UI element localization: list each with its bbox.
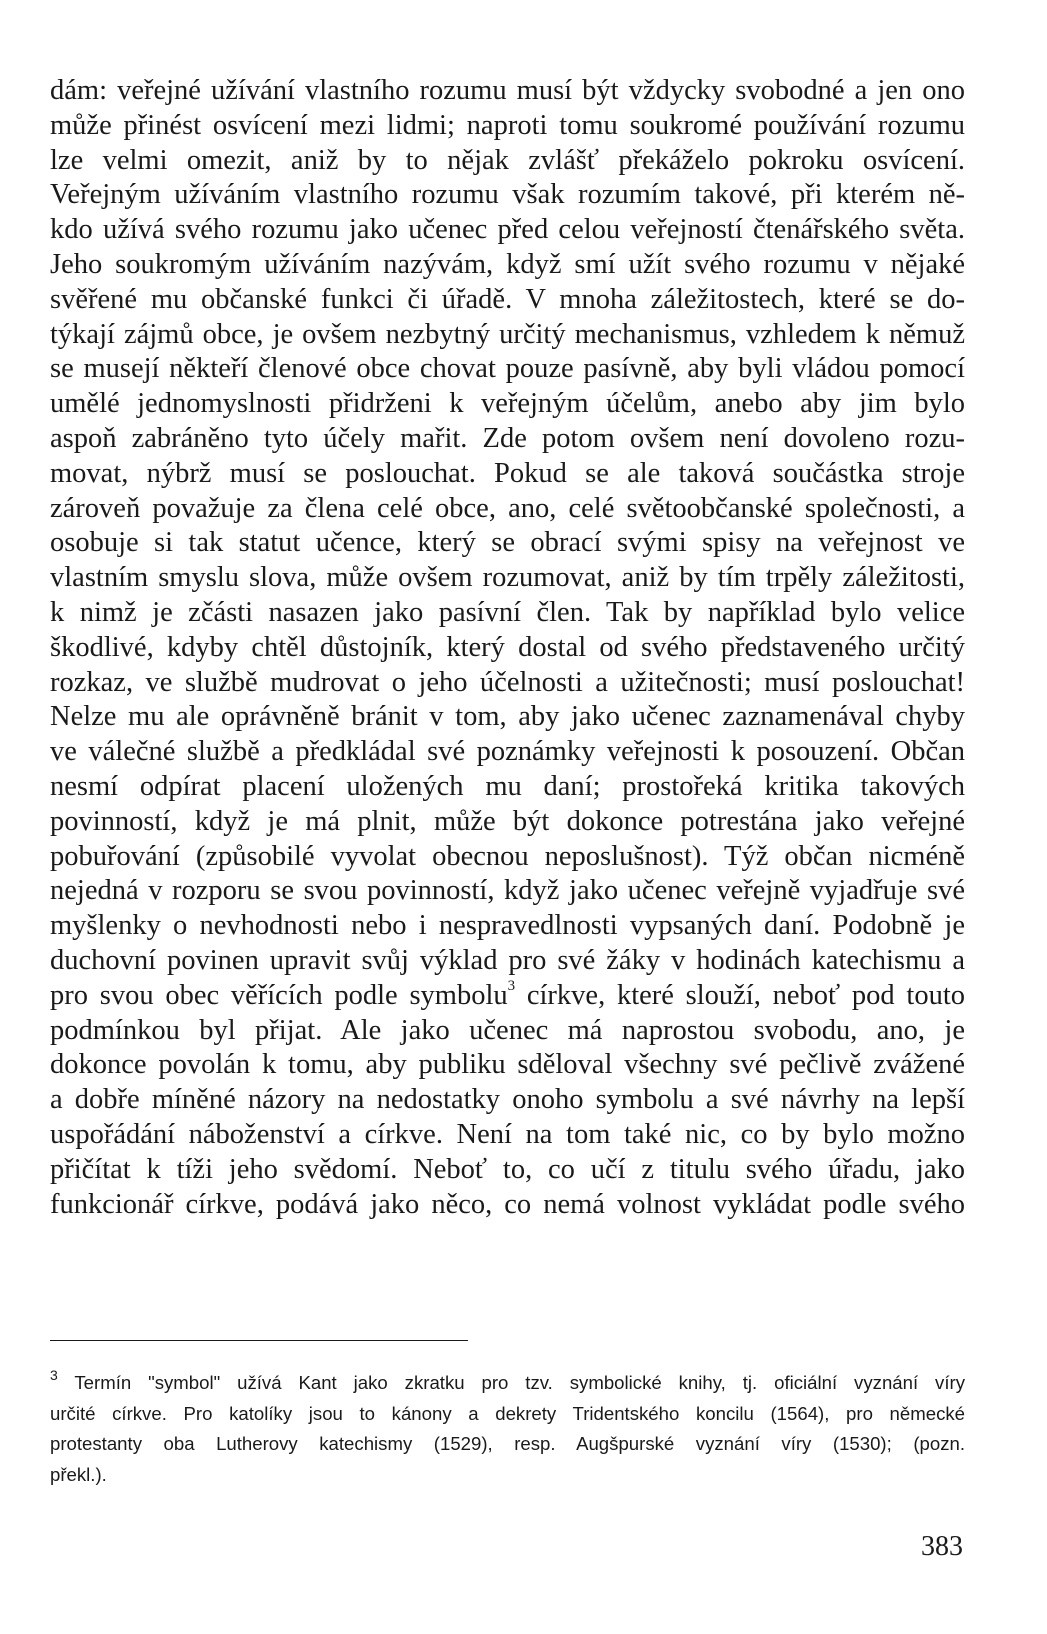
text-line: dokonce povolán k tomu, aby publiku sděloval všechny své pečlivě zvážené xyxy=(50,1049,965,1081)
text-line: ve válečné službě a předkládal své poznámky veřejnosti k posouzení. Občan xyxy=(50,736,965,768)
text-line: Jeho soukromým užíváním nazývám, když smí užít svého rozumu v nějaké xyxy=(50,248,965,280)
text-line: Veřejným užíváním vlastního rozumu však rozumím takové, při kterém ně- xyxy=(50,179,965,211)
text-line: kdo užívá svého rozumu jako učenec před celou veřejností čtenářského světa. xyxy=(50,214,965,246)
text-line: dám: veřejné užívání vlastního rozumu musí být vždycky svobodné a jen ono xyxy=(50,75,965,106)
footnote-line: překl.). xyxy=(50,1463,107,1485)
footnote-text: Termín "symbol" užívá Kant jako zkratku pro tzv. symbolické knihy, tj. oficiální vyznání víry xyxy=(57,1372,965,1393)
text-line: týkají zájmů obce, je ovšem nezbytný určitý mechanismus, vzhledem k němuž xyxy=(50,318,965,350)
text-line: lze velmi omezit, aniž by to nějak zvlášť překáželo pokroku osvícení. xyxy=(50,144,965,176)
main-text xyxy=(50,74,965,1222)
line-start: pro svou obec věřících podle symbolu xyxy=(50,979,508,1011)
page-number: 383 xyxy=(921,1531,963,1562)
text-line: funkcionář církve, podává jako něco, co nemá volnost vykládat podle svého xyxy=(50,1188,965,1220)
text-line: zároveň považuje za člena celé obce, ano, celé světoobčanské společnosti, a xyxy=(50,492,965,524)
footnote-line xyxy=(50,1368,965,1399)
text-line: k nimž je zčásti nasazen jako pasívní člen. Tak by například bylo velice xyxy=(50,596,965,628)
footnote-divider xyxy=(50,1340,468,1341)
text-line: svěřené mu občanské funkci či úřadě. V mnoha záležitostech, které se do- xyxy=(50,283,965,315)
text-line: myšlenky o nevhodnosti nebo i nespravedlnosti vypsaných daní. Podobně je xyxy=(50,910,965,942)
text-line: může přinést osvícení mezi lidmi; naproti tomu soukromé používání rozumu xyxy=(50,109,965,141)
text-line: podmínkou byl přijat. Ale jako učenec má naprostou svobodu, ano, je xyxy=(50,1014,965,1046)
text-line: a dobře míněné názory na nedostatky onoho symbolu a své návrhy na lepší xyxy=(50,1084,965,1116)
text-line: pobuřování (způsobilé vyvolat obecnou neposlušnost). Týž občan nicméně xyxy=(50,840,965,872)
text-line: umělé jednomyslnosti přidrženi k veřejným účelům, anebo aby jim bylo xyxy=(50,388,965,420)
text-line: osobuje si tak statut učence, který se obrací svými spisy na veřejnost ve xyxy=(50,527,965,559)
footnote-reference[interactable]: 3 xyxy=(507,978,516,995)
text-line: přičítat k tíži jeho svědomí. Neboť to, co učí z titulu svého úřadu, jako xyxy=(50,1153,965,1185)
text-line: aspoň zabráněno tyto účely mařit. Zde potom ovšem není dovoleno rozu- xyxy=(50,422,965,454)
text-line: povinností, když je má plnit, může být dokonce potrestána jako veřejné xyxy=(50,805,965,837)
footnote-line: protestanty oba Lutherovy katechismy (1529), resp. Augšpurské vyznání víry (1530); (pozn. xyxy=(50,1433,965,1454)
footnote-marker: 3 xyxy=(50,1366,58,1383)
text-line: uspořádání náboženství a církve. Není na tom také nic, co by bylo možno xyxy=(50,1118,965,1150)
text-line: rozkaz, ve službě mudrovat o jeho účelnosti a užitečnosti; musí poslouchat! xyxy=(50,666,965,698)
text-line: nejedná v rozporu se svou povinností, když jako učenec veřejně vyjadřuje své xyxy=(50,875,965,907)
text-line: škodlivé, kdyby chtěl důstojník, který dostal od svého představeného určitý xyxy=(50,631,965,663)
text-line-with-footnote-ref xyxy=(50,979,965,1014)
text-line: duchovní povinen upravit svůj výklad pro své žáky v hodinách katechismu a xyxy=(50,944,965,976)
footnote-line: určité církve. Pro katolíky jsou to kánony a dekrety Tridentského koncilu (1564), pro německé xyxy=(50,1402,965,1424)
text-line: vlastním smyslu slova, může ovšem rozumovat, aniž by tím trpěly záležitosti, xyxy=(50,562,965,594)
text-line: nesmí odpírat placení uložených mu daní; prostořeká kritika takových xyxy=(50,770,965,802)
text-line: movat, nýbrž musí se poslouchat. Pokud se ale taková součástka stroje xyxy=(50,457,965,489)
text-line: Nelze mu ale oprávněně bránit v tom, aby jako učenec zaznamenával chyby xyxy=(50,701,965,733)
footnote xyxy=(50,1368,965,1490)
text-line: se musejí někteří členové obce chovat pouze pasívně, aby byli vládou pomocí xyxy=(50,353,965,385)
line-end: církve, které slouží, neboť pod touto xyxy=(515,979,965,1011)
